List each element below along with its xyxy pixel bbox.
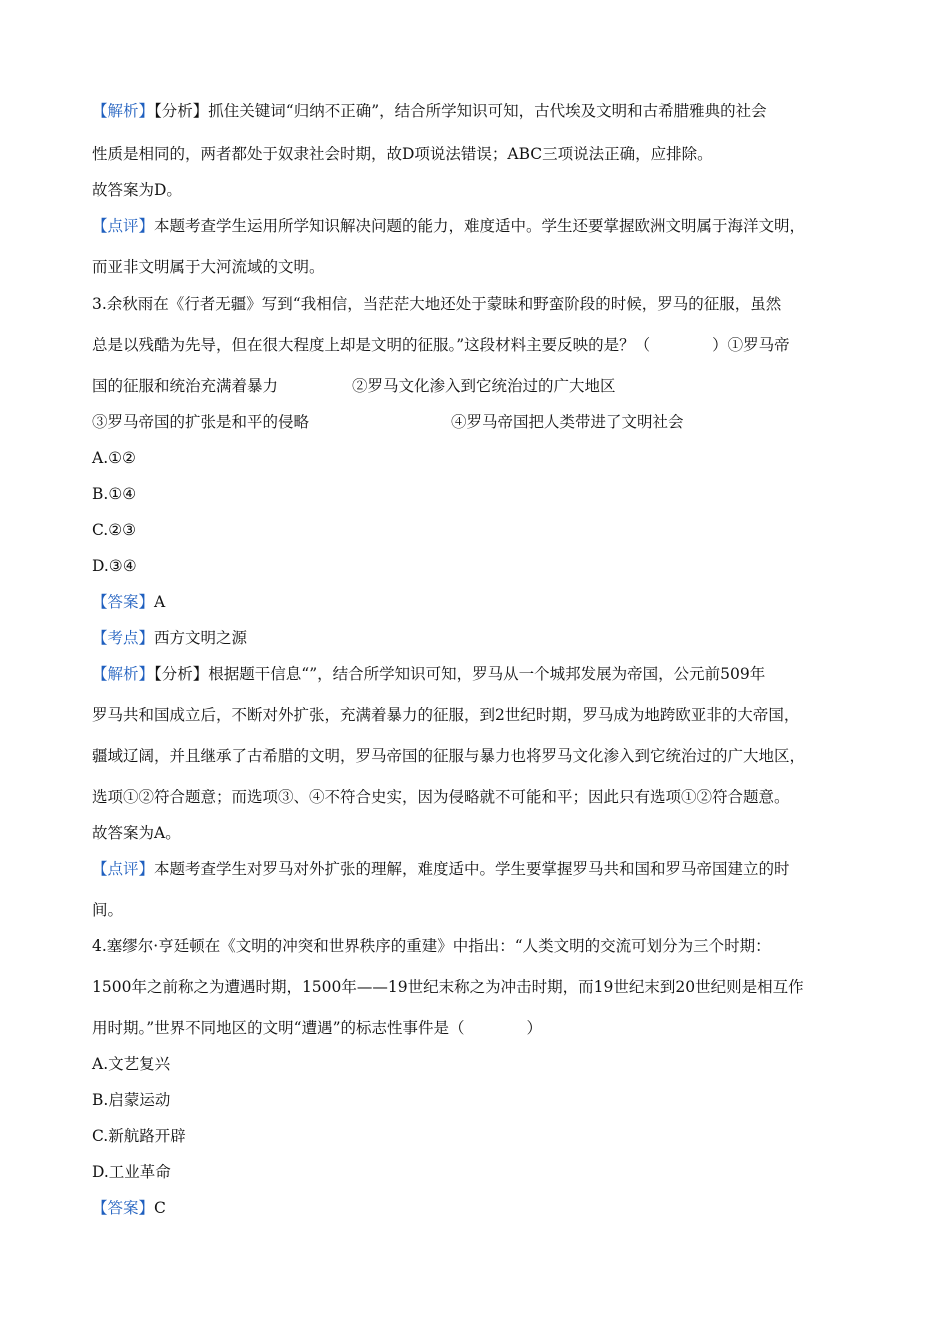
option-text: C.新航路开辟 xyxy=(92,1127,186,1145)
statement-text: ④罗马帝国把人类带进了文明社会 xyxy=(451,413,684,431)
statement-text: ②罗马文化渗入到它统治过的广大地区 xyxy=(352,377,616,395)
question-stem xyxy=(92,334,790,356)
option-text: B.①④ xyxy=(92,485,137,503)
comment-text: 间。 xyxy=(92,901,124,919)
answer-statement-text: 故答案为D。 xyxy=(92,181,182,199)
analysis-text: 性质是相同的，两者都处于奴隶社会时期，故D项说法错误；ABC三项说法正确，应排除。 xyxy=(92,145,713,163)
comment-tag: 【点评】 xyxy=(92,217,155,235)
knowledge-point-text: 西方文明之源 xyxy=(154,629,248,647)
option-d xyxy=(92,555,137,577)
option-c xyxy=(92,1125,186,1147)
option-text: B.启蒙运动 xyxy=(92,1091,171,1109)
analysis-text: 【分析】根据题干信息“”，结合所学知识可知，罗马从一个城邦发展为帝国，公元前509年 xyxy=(154,665,766,683)
comment-text: 本题考查学生运用所学知识解决问题的能力，难度适中。学生还要掌握欧洲文明属于海洋文明， xyxy=(154,217,806,235)
answer-statement xyxy=(92,822,181,844)
analysis-line xyxy=(92,745,805,767)
question-text: 总是以残酷为先导，但在很大程度上却是文明的征服。”这段材料主要反映的是？（ ）①罗马帝 xyxy=(92,336,790,354)
analysis-tag: 【解析】 xyxy=(92,665,155,683)
option-a xyxy=(92,1053,170,1075)
comment-tag: 【点评】 xyxy=(92,860,155,878)
question-stem xyxy=(92,935,771,957)
comment-text: 而亚非文明属于大河流域的文明。 xyxy=(92,258,325,276)
answer-text: A xyxy=(154,593,166,611)
analysis-tag: 【解析】 xyxy=(92,102,155,120)
statement-text: ③罗马帝国的扩张是和平的侵略 xyxy=(92,413,310,431)
analysis-line xyxy=(92,663,765,685)
comment-line xyxy=(92,899,123,921)
analysis-line xyxy=(92,100,767,122)
statement-text: 国的征服和统治充满着暴力 xyxy=(92,377,279,395)
option-a xyxy=(92,447,136,469)
question-stem xyxy=(92,1017,542,1039)
analysis-text: 罗马共和国成立后，不断对外扩张，充满着暴力的征服，到2世纪时期，罗马成为地跨欧亚非的大帝国， xyxy=(92,706,800,724)
answer-tag: 【答案】 xyxy=(92,1199,155,1217)
answer-line xyxy=(92,591,165,613)
question-text: 3.余秋雨在《行者无疆》写到“我相信，当茫茫大地还处于蒙昧和野蛮阶段的时候，罗马的征服，虽然 xyxy=(92,295,782,313)
option-text: A.①② xyxy=(92,449,136,467)
question-text: 用时期。”世界不同地区的文明“遭遇”的标志性事件是（ ） xyxy=(92,1019,543,1037)
comment-line xyxy=(92,256,325,278)
option-text: D.工业革命 xyxy=(92,1163,171,1181)
analysis-text: 【分析】抓住关键词“归纳不正确”，结合所学知识可知，古代埃及文明和古希腊雅典的社会 xyxy=(154,102,767,120)
option-text: D.③④ xyxy=(92,557,137,575)
knowledge-point-line xyxy=(92,627,247,649)
answer-text: C xyxy=(154,1199,166,1217)
analysis-text: 疆域辽阔，并且继承了古希腊的文明，罗马帝国的征服与暴力也将罗马文化渗入到它统治过的广大地区， xyxy=(92,747,806,765)
comment-line xyxy=(92,858,790,880)
comment-text: 本题考查学生对罗马对外扩张的理解，难度适中。学生要掌握罗马共和国和罗马帝国建立的时 xyxy=(154,860,790,878)
question-text: 4.塞缪尔·亨廷顿在《文明的冲突和世界秩序的重建》中指出：“人类文明的交流可划分为三个时期： xyxy=(92,937,771,955)
answer-statement xyxy=(92,179,182,201)
option-b xyxy=(92,1089,170,1111)
analysis-text: 选项①②符合题意；而选项③、④不符合史实，因为侵略就不可能和平；因此只有选项①②符合题意。 xyxy=(92,788,790,806)
option-c xyxy=(92,519,136,541)
analysis-line xyxy=(92,704,799,726)
option-text: A.文艺复兴 xyxy=(92,1055,171,1073)
question-stem xyxy=(92,375,616,397)
comment-line xyxy=(92,215,805,237)
option-d xyxy=(92,1161,171,1183)
analysis-line xyxy=(92,143,713,165)
question-text: 1500年之前称之为遭遇时期，1500年——19世纪末称之为冲击时期，而19世纪末到20世纪则是相互作 xyxy=(92,978,804,996)
option-b xyxy=(92,483,136,505)
question-stem xyxy=(92,976,804,998)
question-stem xyxy=(92,411,684,433)
answer-tag: 【答案】 xyxy=(92,593,155,611)
option-text: C.②③ xyxy=(92,521,137,539)
question-stem xyxy=(92,293,781,315)
answer-line xyxy=(92,1197,166,1219)
knowledge-point-tag: 【考点】 xyxy=(92,629,155,647)
answer-statement-text: 故答案为A。 xyxy=(92,824,181,842)
analysis-line xyxy=(92,786,790,808)
